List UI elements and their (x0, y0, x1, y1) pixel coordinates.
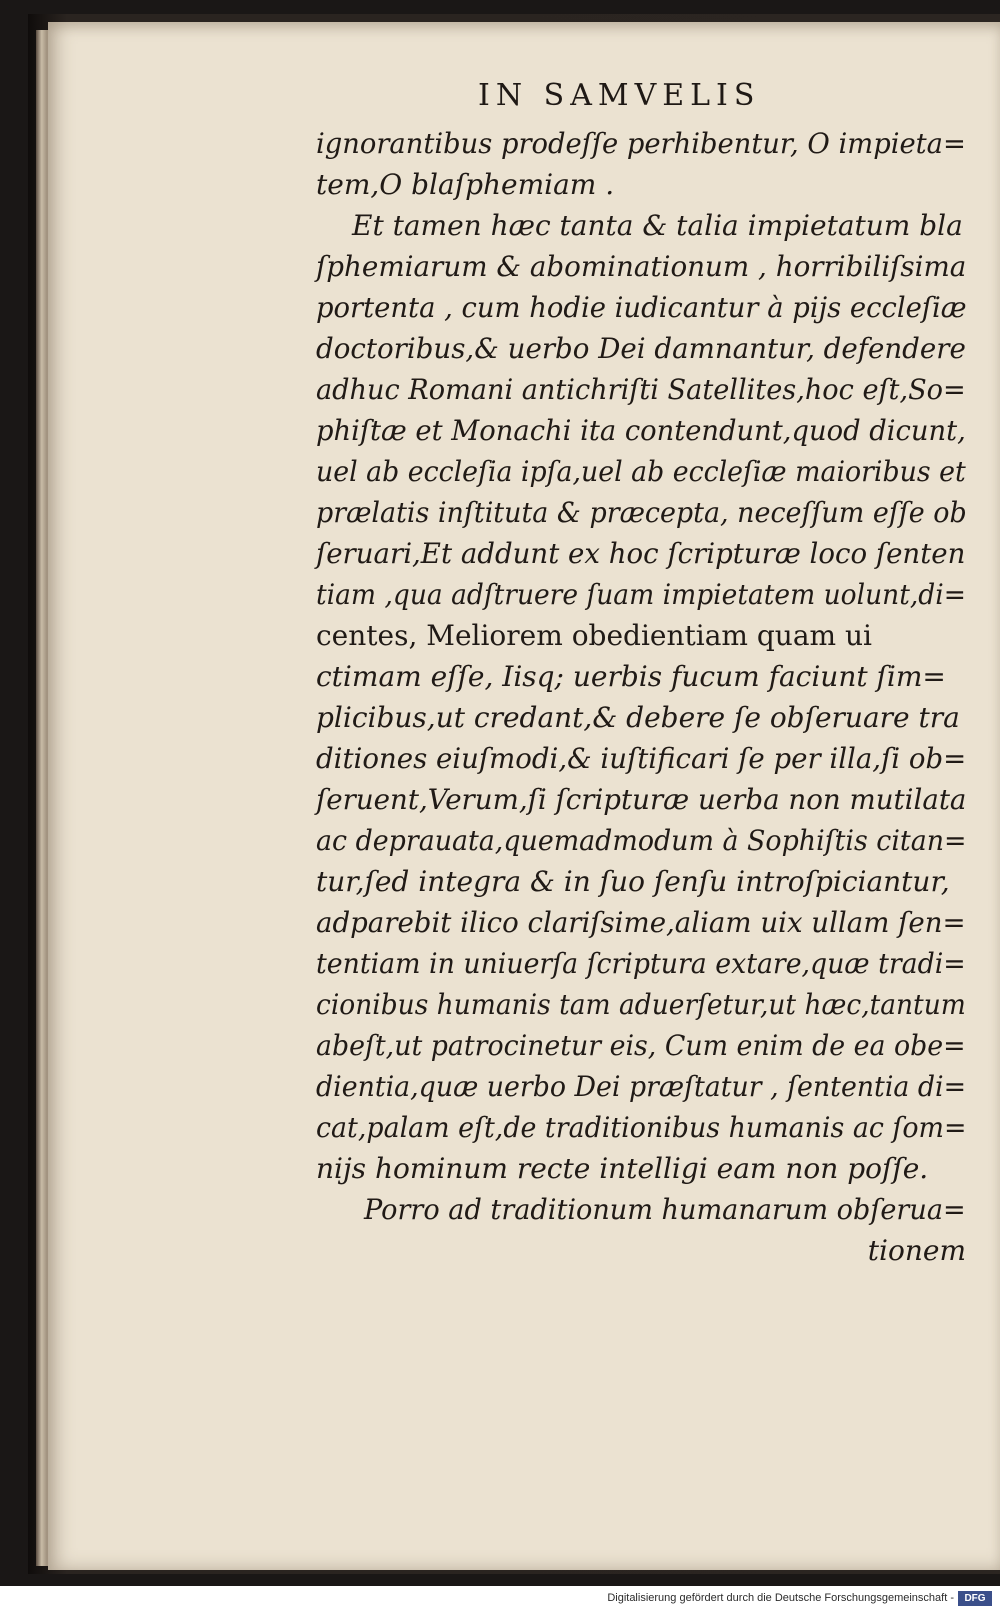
text-line: prælatis inſtituta & præcepta, neceſſum eſſe ob (316, 496, 967, 529)
text-line: centes, Meliorem obedientiam quam ui (316, 619, 872, 652)
text-line: ſphemiarum & abominationum , horribiliſsima (316, 250, 967, 283)
text-line: portenta , cum hodie iudicantur à pijs eccleſiæ (316, 291, 967, 324)
text-line: tiam ,qua adſtruere ſuam impietatem uolunt,di= (316, 578, 966, 611)
text-line: ſeruari,Et addunt ex hoc ſcripturæ loco ſenten (316, 537, 966, 570)
text-line: plicibus,ut credant,& debere ſe obſeruare tra (316, 701, 960, 734)
text-line: adhuc Romani antichriſti Satellites,hoc eſt,So= (316, 373, 966, 406)
digitization-footer (0, 1586, 1000, 1613)
text-line: Et tamen hæc tanta & talia impietatum bla (352, 209, 963, 242)
text-line: ignorantibus prodeſſe perhibentur, O impieta= (316, 127, 966, 160)
catchword: tionem (867, 1234, 966, 1267)
text-line: ac deprauata,quemadmodum à Sophiſtis citan= (316, 824, 967, 857)
text-line: cionibus humanis tam aduerſetur,ut hæc,tantum (316, 988, 966, 1021)
text-line: ſeruent,Verum,ſi ſcripturæ uerba non mutilata (316, 783, 967, 816)
text-line: abeſt,ut patrocinetur eis, Cum enim de ea obe= (316, 1029, 966, 1062)
text-line: ditiones eiuſmodi,& iuſtificari ſe per illa,ſi ob= (316, 742, 967, 775)
running-head: IN SAMVELIS (478, 78, 761, 113)
text-line: Porro ad traditionum humanarum obſerua= (364, 1193, 966, 1226)
text-line: tem,O blaſphemiam . (316, 168, 615, 201)
text-line: adparebit ilico clariſsime,aliam uix ullam ſen= (316, 906, 966, 939)
text-line: cat,palam eſt,de traditionibus humanis ac ſom= (316, 1111, 967, 1144)
text-line: tentiam in uniuerſa ſcriptura extare,quæ tradi= (316, 947, 966, 980)
text-line: doctoribus,& uerbo Dei damnantur, defendere (316, 332, 966, 365)
text-line: tur,ſed integra & in ſuo ſenſu introſpiciantur, (316, 865, 950, 898)
dfg-logo: DFG (958, 1591, 992, 1606)
funding-credit: Digitalisierung gefördert durch die Deutsche Forschungsgemeinschaft - (607, 1592, 954, 1604)
text-line: ctimam eſſe, Iisq; uerbis fucum faciunt ſim= (316, 660, 946, 693)
text-line: nijs hominum recte intelligi eam non poſſe. (316, 1152, 929, 1185)
text-line: uel ab eccleſia ipſa,uel ab eccleſiæ maioribus et (316, 455, 966, 488)
text-line: dientia,quæ uerbo Dei præſtatur , ſententia di= (316, 1070, 967, 1103)
text-line: phiſtæ et Monachi ita contendunt,quod dicunt, (316, 414, 966, 447)
